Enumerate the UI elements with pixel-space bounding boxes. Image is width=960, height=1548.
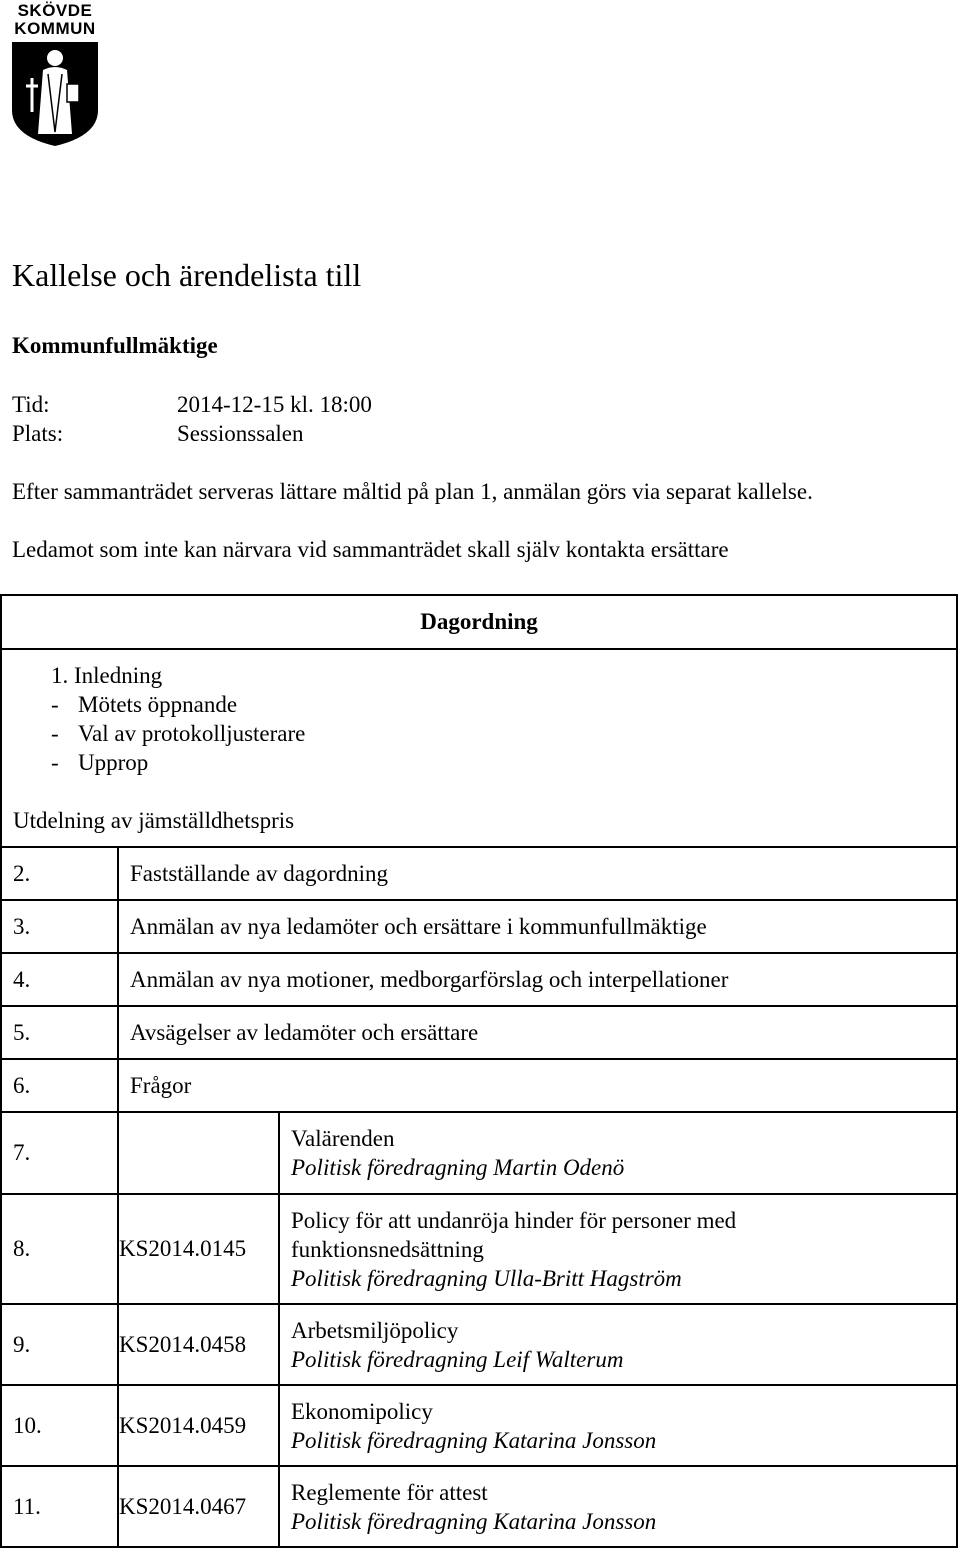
case-row [1, 1385, 957, 1466]
intro-sub-item: - Mötets öppnande [2, 690, 956, 719]
item-number: 7. [1, 1112, 118, 1194]
logo-line-2: KOMMUN [14, 19, 96, 38]
agenda-heading: Dagordning [420, 609, 538, 634]
item-text: Frågor [118, 1059, 957, 1112]
case-title: Reglemente för attest [291, 1479, 488, 1505]
agenda-table [0, 594, 958, 1548]
case-title: Valärenden [291, 1126, 395, 1151]
case-title: Ekonomipolicy [291, 1398, 433, 1424]
item-text: Fastställande av dagordning [118, 847, 957, 900]
case-reference [118, 1112, 279, 1194]
item-number: 6. [1, 1059, 118, 1112]
case-reference: KS2014.0459 [118, 1385, 279, 1466]
case-title: funktionsnedsättning [291, 1236, 484, 1262]
case-title: Arbetsmiljöpolicy [291, 1317, 459, 1343]
case-row [1, 1466, 957, 1547]
case-presenter: Politisk föredragning Katarina Jonsson [291, 1427, 657, 1453]
case-presenter: Politisk föredragning Katarina Jonsson [291, 1508, 657, 1534]
agenda-row [1, 900, 957, 953]
case-row [1, 1112, 957, 1194]
agenda-intro-row [1, 649, 957, 847]
case-row [1, 1304, 957, 1385]
agenda-row [1, 953, 957, 1006]
intro-extra: Utdelning av jämställdhetspris [13, 808, 295, 833]
case-presenter: Politisk föredragning Ulla-Britt Hagström [291, 1265, 682, 1291]
item-number: 10. [1, 1385, 118, 1466]
case-reference: KS2014.0145 [118, 1194, 279, 1304]
item-number: 8. [1, 1194, 118, 1304]
case-reference: KS2014.0467 [118, 1466, 279, 1547]
item-text: Avsägelser av ledamöter och ersättare [118, 1006, 957, 1059]
case-presenter: Politisk föredragning Leif Walterum [291, 1346, 624, 1372]
meal-note: Efter sammanträdet serveras lättare måltid på plan 1, anmälan görs via separat kallelse. [12, 479, 813, 504]
item-number: 2. [1, 847, 118, 900]
skovde-kommun-logo [10, 2, 100, 148]
time-value: 2014-12-15 kl. 18:00 [177, 392, 372, 417]
item-number: 9. [1, 1304, 118, 1385]
intro-sub-item: - Upprop [2, 748, 956, 777]
case-presenter: Politisk föredragning Martin Odenö [291, 1155, 625, 1180]
agenda-row [1, 847, 957, 900]
case-reference: KS2014.0458 [118, 1304, 279, 1385]
case-title: Policy för att undanröja hinder för personer med [291, 1207, 737, 1233]
intro-sub-item: - Val av protokolljusterare [2, 719, 956, 748]
agenda-heading-row [1, 595, 957, 649]
place-label: Plats: [12, 421, 64, 446]
item-text: Anmälan av nya ledamöter och ersättare i kommunfullmäktige [118, 900, 957, 953]
agenda-row [1, 1006, 957, 1059]
intro-title: 1. Inledning [51, 663, 163, 688]
item-number: 11. [1, 1466, 118, 1547]
page-title: Kallelse och ärendelista till [12, 257, 362, 293]
agenda-row [1, 1059, 957, 1112]
absence-note: Ledamot som inte kan närvara vid sammanträdet skall själv kontakta ersättare [12, 537, 729, 562]
case-row [1, 1194, 957, 1304]
intro-sub-list [2, 690, 956, 777]
item-text: Anmälan av nya motioner, medborgarförslag och interpellationer [118, 953, 957, 1006]
item-number: 5. [1, 1006, 118, 1059]
committee-name: Kommunfullmäktige [12, 333, 218, 358]
time-label: Tid: [12, 392, 50, 417]
logo-line-1: SKÖVDE [17, 1, 93, 20]
item-number: 4. [1, 953, 118, 1006]
item-number: 3. [1, 900, 118, 953]
place-value: Sessionssalen [177, 421, 304, 446]
coat-of-arms-icon [10, 40, 100, 148]
